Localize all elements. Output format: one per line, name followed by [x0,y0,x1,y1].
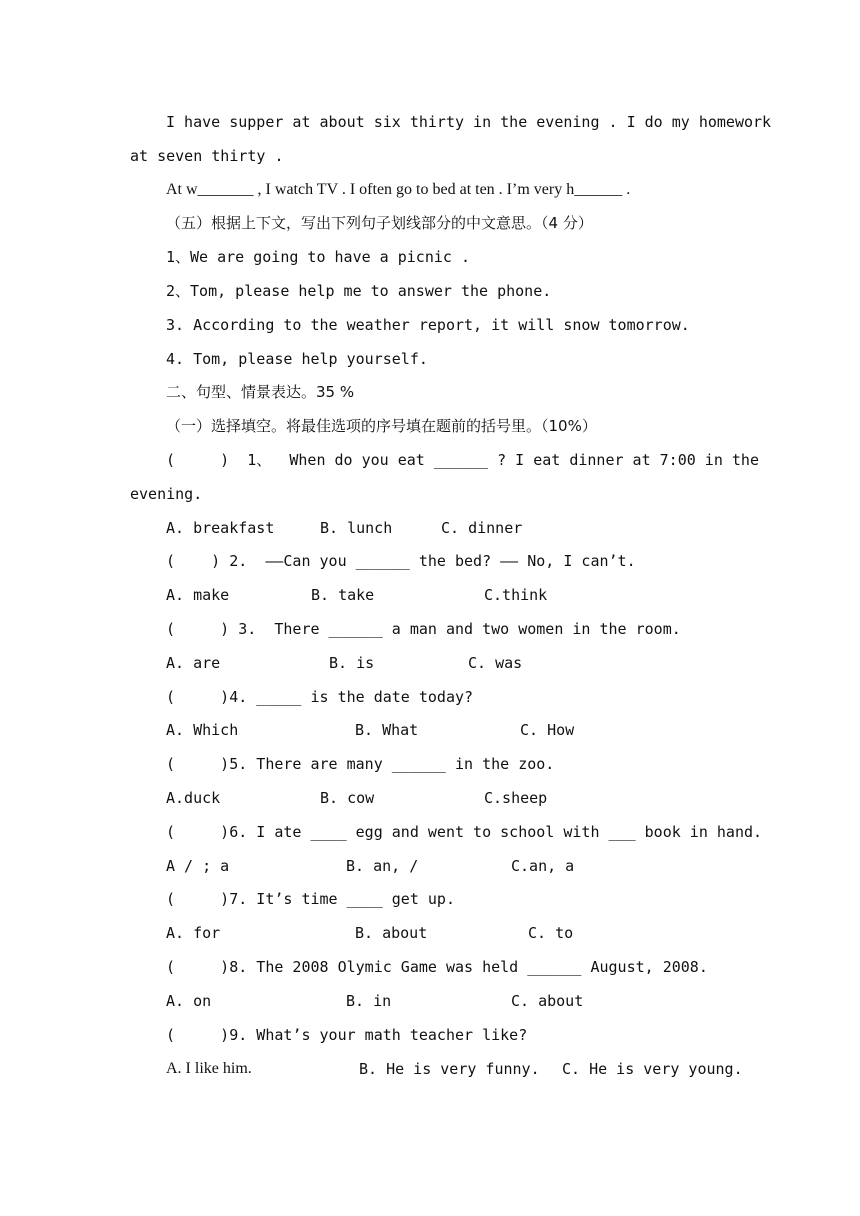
question-6-option-a: A / ; a [166,857,230,875]
question-4-option-b: B. What [355,721,419,739]
question-7-stem: ( )7. It’s time ____ get up. [166,890,455,908]
question-2-option-b: B. take [311,586,375,604]
section5-item-4: 4. Tom, please help yourself. [166,350,428,368]
section5-item-1: 1、We are going to have a picnic . [166,248,470,266]
question-5-option-a: A.duck [166,789,221,807]
section5-item-2: 2、Tom, please help me to answer the phone. [166,282,552,300]
part2-heading: 二、句型、情景表达。35 % [166,383,355,401]
question-8-stem: ( )8. The 2008 Olymic Game was held ______ August, 2008. [166,958,708,976]
question-6-stem: ( )6. I ate ____ egg and went to school with ___ book in hand. [166,823,763,841]
question-7-option-c: C. to [528,924,574,942]
question-3-option-b: B. is [329,654,375,672]
question-5-option-c: C.sheep [484,789,548,807]
question-9-option-b: B. He is very funny. [359,1060,540,1078]
question-1-option-b: B. lunch [320,519,393,537]
question-7-option-a: A. for [166,924,221,942]
part2-sub-heading: （一）选择填空。将最佳选项的序号填在题前的括号里。（10%） [166,417,597,435]
question-5-option-b: B. cow [320,789,375,807]
question-9-option-c: C. He is very young. [562,1060,743,1078]
question-9-option-a: A. I like him. [166,1060,252,1077]
question-1-option-c: C. dinner [441,519,523,537]
question-1-option-a: A. breakfast [166,519,275,537]
question-7-option-b: B. about [355,924,428,942]
question-5-stem: ( )5. There are many ______ in the zoo. [166,755,555,773]
question-3-option-a: A. are [166,654,221,672]
question-1-stem: ( ) 1、 When do you eat ______ ? I eat dinner at 7:00 in the [166,451,759,469]
question-4-stem: ( )4. _____ is the date today? [166,688,474,706]
reading-line-2: at seven thirty . [130,147,284,165]
section5-item-3: 3. According to the weather report, it will snow tomorrow. [166,316,690,334]
question-1-stem-cont: evening. [130,485,203,503]
section5-heading: （五）根据上下文，写出下列句子划线部分的中文意思。（4 分） [166,214,593,232]
question-8-option-b: B. in [346,992,392,1010]
question-3-option-c: C. was [468,654,523,672]
question-3-stem: ( ) 3. There ______ a man and two women in the room. [166,620,681,638]
question-8-option-a: A. on [166,992,212,1010]
question-6-option-b: B. an, / [346,857,419,875]
reading-line-3: At w_______ , I watch TV . I often go to bed at ten . I’m very h______ . [166,181,631,198]
question-4-option-c: C. How [520,721,575,739]
question-2-option-a: A. make [166,586,230,604]
reading-line-1: I have supper at about six thirty in the evening . I do my homework [166,113,772,131]
question-8-option-c: C. about [511,992,584,1010]
question-9-stem: ( )9. What’s your math teacher like? [166,1026,528,1044]
question-2-stem: ( ) 2. ——Can you ______ the bed? —— No, I can’t. [166,552,636,570]
question-2-option-c: C.think [484,586,548,604]
question-4-option-a: A. Which [166,721,239,739]
question-6-option-c: C.an, a [511,857,575,875]
